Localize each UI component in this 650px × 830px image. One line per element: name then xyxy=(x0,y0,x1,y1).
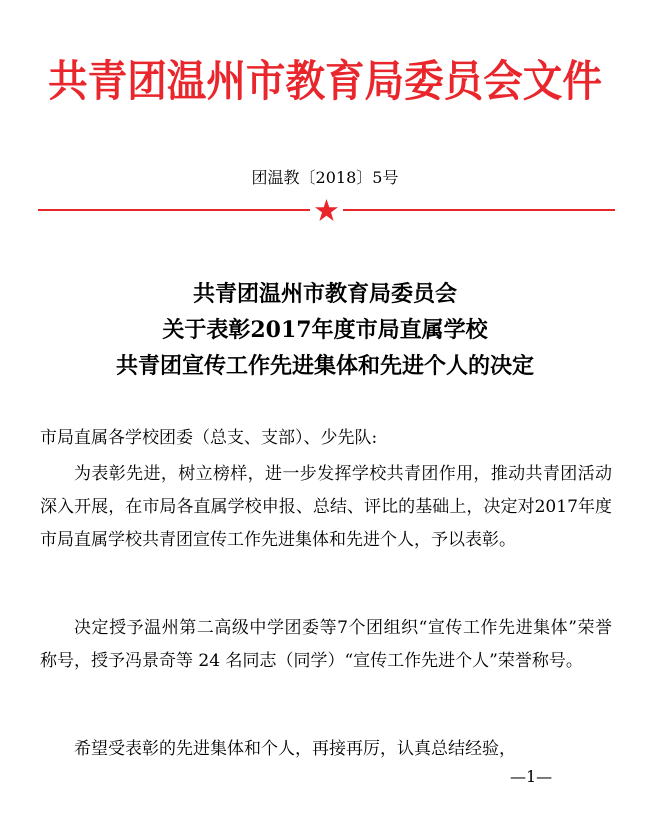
masthead-title: 共青团温州市教育局委员会文件 xyxy=(48,57,602,107)
body-paragraph-1: 为表彰先进，树立榜样，进一步发挥学校共青团作用，推动共青团活动深入开展，在市局各直属学校申报、总结、评比的基础上，决定对2017年度市局直属学校共青团宣传工作先进集体和先进个人，予以表彰。 xyxy=(40,464,612,550)
separator-line-right xyxy=(343,209,615,211)
body-paragraph-2: 决定授予温州第二高级中学团委等7个团组织“宣传工作先进集体”荣誉称号，授予冯景奇等 24 名同志（同学）“宣传工作先进个人”荣誉称号。 xyxy=(40,618,612,671)
separator-line-left xyxy=(38,209,310,211)
document-title-line-3: 共青团宣传工作先进集体和先进个人的决定 xyxy=(115,353,534,379)
document-title-line-2: 关于表彰2017年度市局直属学校 xyxy=(162,317,488,343)
star-shape xyxy=(315,199,338,221)
salutation: 市局直属各学校团委（总支、支部）、少先队: xyxy=(40,428,378,448)
star-icon xyxy=(314,198,339,223)
red-separator xyxy=(38,198,615,224)
page-number: —1— xyxy=(510,767,553,786)
document-title-line-1: 共青团温州市教育局委员会 xyxy=(192,281,457,307)
body-paragraph-3: 希望受表彰的先进集体和个人，再接再厉，认真总结经验， xyxy=(74,739,516,759)
document-number: 团温教〔2018〕5号 xyxy=(251,168,399,187)
